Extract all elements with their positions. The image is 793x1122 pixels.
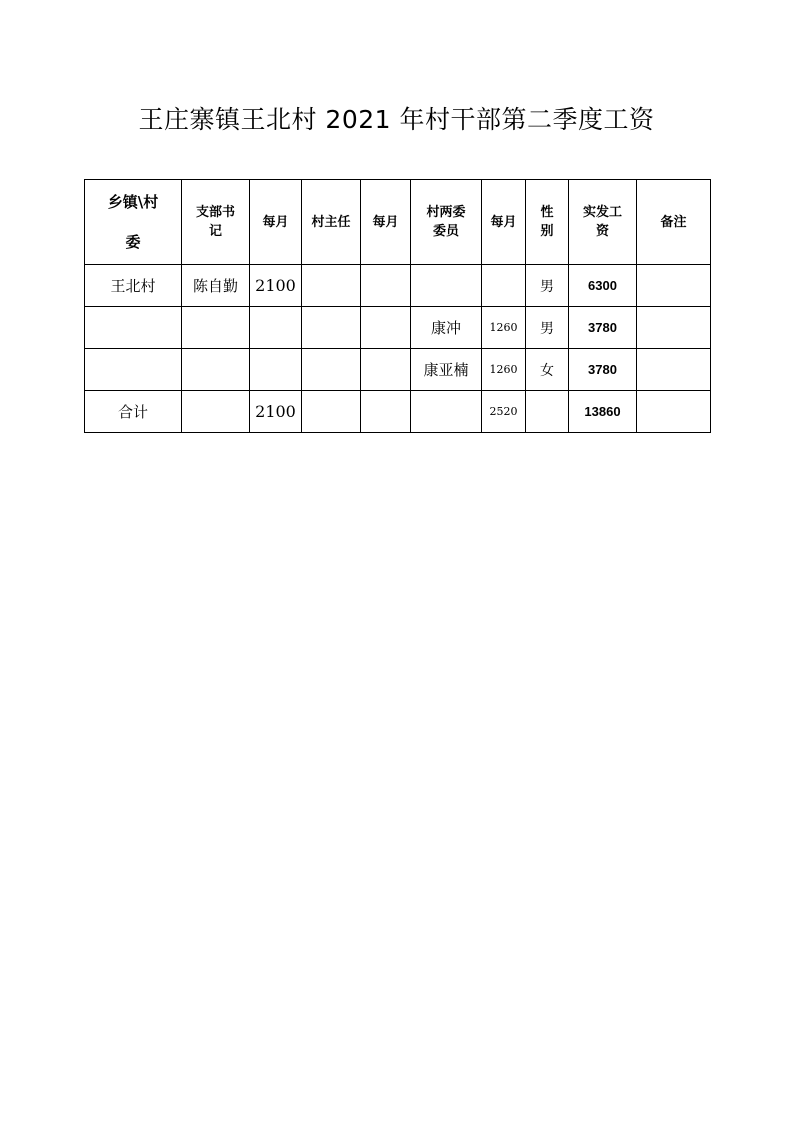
table-row	[85, 307, 711, 349]
header-monthly-3: 每月	[482, 180, 526, 265]
header-gender	[526, 180, 569, 265]
cell-total-label: 合计	[85, 391, 182, 433]
header-committee	[411, 180, 482, 265]
header-committee-line2: 委员	[432, 224, 459, 239]
cell-secretary: 陈自勤	[182, 265, 250, 307]
cell-committee: 康冲	[411, 307, 482, 349]
cell-total-actual-wage: 13860	[569, 391, 637, 433]
cell-secretary	[182, 391, 250, 433]
cell-remarks	[637, 265, 711, 307]
cell-remarks	[637, 391, 711, 433]
cell-actual-wage: 6300	[569, 265, 637, 307]
header-actual-wage	[569, 180, 637, 265]
header-monthly-1: 每月	[250, 180, 302, 265]
cell-gender: 男	[526, 307, 569, 349]
header-director: 村主任	[302, 180, 361, 265]
cell-director	[302, 307, 361, 349]
header-gender-line2: 别	[540, 224, 554, 239]
cell-secretary	[182, 349, 250, 391]
header-remarks: 备注	[637, 180, 711, 265]
header-township	[85, 180, 182, 265]
cell-monthly-3	[482, 265, 526, 307]
table-row	[85, 265, 711, 307]
cell-monthly-2	[361, 391, 411, 433]
cell-township: 王北村	[85, 265, 182, 307]
cell-gender: 女	[526, 349, 569, 391]
cell-township	[85, 307, 182, 349]
header-monthly-2: 每月	[361, 180, 411, 265]
document-title: 王庄寨镇王北村 2021 年村干部第二季度工资	[138, 105, 655, 134]
cell-committee: 康亚楠	[411, 349, 482, 391]
cell-remarks	[637, 349, 711, 391]
cell-remarks	[637, 307, 711, 349]
cell-monthly-2	[361, 307, 411, 349]
cell-actual-wage: 3780	[569, 349, 637, 391]
wage-table	[84, 179, 711, 433]
cell-committee	[411, 391, 482, 433]
cell-monthly-3: 1260	[482, 349, 526, 391]
cell-actual-wage: 3780	[569, 307, 637, 349]
header-township-line2: 委	[125, 233, 141, 251]
cell-monthly-2	[361, 349, 411, 391]
header-secretary	[182, 180, 250, 265]
header-secretary-line1: 支部书	[195, 205, 235, 220]
cell-township	[85, 349, 182, 391]
header-township-line1: 乡镇\村	[107, 193, 159, 211]
cell-total-monthly-1: 2100	[250, 391, 302, 433]
cell-director	[302, 391, 361, 433]
header-secretary-line2: 记	[208, 224, 222, 239]
total-row	[85, 391, 711, 433]
cell-monthly-3: 1260	[482, 307, 526, 349]
header-row	[85, 180, 711, 265]
cell-director	[302, 349, 361, 391]
cell-gender: 男	[526, 265, 569, 307]
cell-gender	[526, 391, 569, 433]
header-actual-line1: 实发工	[582, 205, 622, 220]
cell-monthly-1	[250, 349, 302, 391]
cell-monthly-2	[361, 265, 411, 307]
header-committee-line1: 村两委	[426, 205, 466, 220]
header-gender-line1: 性	[540, 205, 554, 220]
cell-monthly-1: 2100	[250, 265, 302, 307]
cell-director	[302, 265, 361, 307]
header-actual-line2: 资	[595, 224, 609, 239]
cell-monthly-1	[250, 307, 302, 349]
cell-total-monthly-3: 2520	[482, 391, 526, 433]
table-row	[85, 349, 711, 391]
cell-committee	[411, 265, 482, 307]
cell-secretary	[182, 307, 250, 349]
